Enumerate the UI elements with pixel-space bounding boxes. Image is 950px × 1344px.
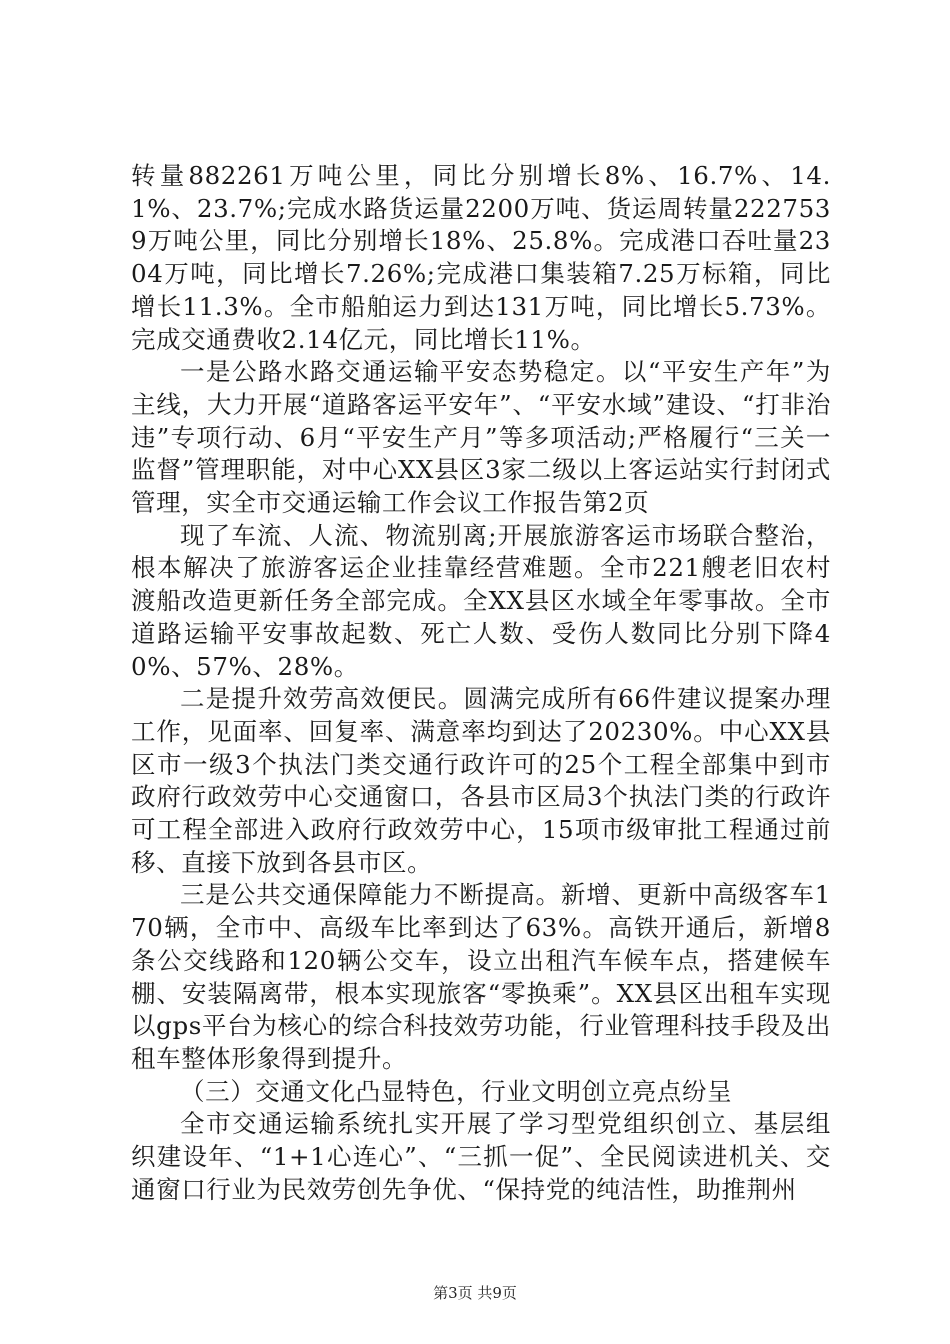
paragraph-service: 二是提升效劳高效便民。圆满完成所有66件建议提案办理工作，见面率、回复率、满意率均到达了20230%。中心XX县区市一级3个执法门类交通行政许可的25个工程全部集中到市政府行政效劳中心交通窗口，各县市区局3个执法门类的行政许可工程全部进入政府行政效劳中心，15项市级审批工程通过前移、直接下放到各县市区。 — [131, 684, 831, 877]
page-footer: 第3页 共9页 — [433, 1284, 517, 1302]
section-heading-culture: （三）交通文化凸显特色，行业文明创立亮点纷呈 — [180, 1076, 733, 1106]
paragraph-public-transport: 三是公共交通保障能力不断提高。新增、更新中高级客车170辆，全市中、高级车比率到达了63%。高铁开通后，新增8条公交线路和120辆公交车，设立出租汽车候车点，搭建候车棚、安装隔离带，根本实现旅客“零换乘”。XX县区出租车实现以gps平台为核心的综合科技效劳功能，行业管理科技手段及出租车整体形象得到提升。 — [131, 880, 831, 1073]
paragraph-safety: 一是公路水路交通运输平安态势稳定。以“平安生产年”为主线，大力开展“道路客运平安年”、“平安水域”建设、“打非治违”专项行动、6月“平安生产月”等多项活动;严格履行“三关一监督”管理职能，对中心XX县区3家二级以上客运站实行封闭式管理，实全市交通运输工作会议工作报告第2页 — [131, 357, 831, 518]
paragraph-safety-continued: 现了车流、人流、物流别离;开展旅游客运市场联合整治，根本解决了旅游客运企业挂靠经营难题。全市221艘老旧农村渡船改造更新任务全部完成。全XX县区水域全年零事故。全市道路运输平安事故起数、死亡人数、受伤人数同比分别下降40%、57%、28%。 — [131, 520, 831, 681]
body-text — [131, 160, 831, 1207]
paragraph-statistics: 转量882261万吨公里，同比分别增长8%、16.7%、14.1%、23.7%;完成水路货运量2200万吨、货运周转量2227539万吨公里，同比分别增长18%、25.8%。完成港口吞吐量2304万吨，同比增长7.26%;完成港口集装箱7.25万标箱，同比增长11.3%。全市船舶运力到达131万吨，同比增长5.73%。完成交通费收2.14亿元，同比增长11%。 — [131, 161, 831, 354]
paragraph-culture: 全市交通运输系统扎实开展了学习型党组织创立、基层组织建设年、“1+1心连心”、“三抓一促”、全民阅读进机关、交通窗口行业为民效劳创先争优、“保持党的纯洁性，助推荆州 — [131, 1109, 831, 1204]
